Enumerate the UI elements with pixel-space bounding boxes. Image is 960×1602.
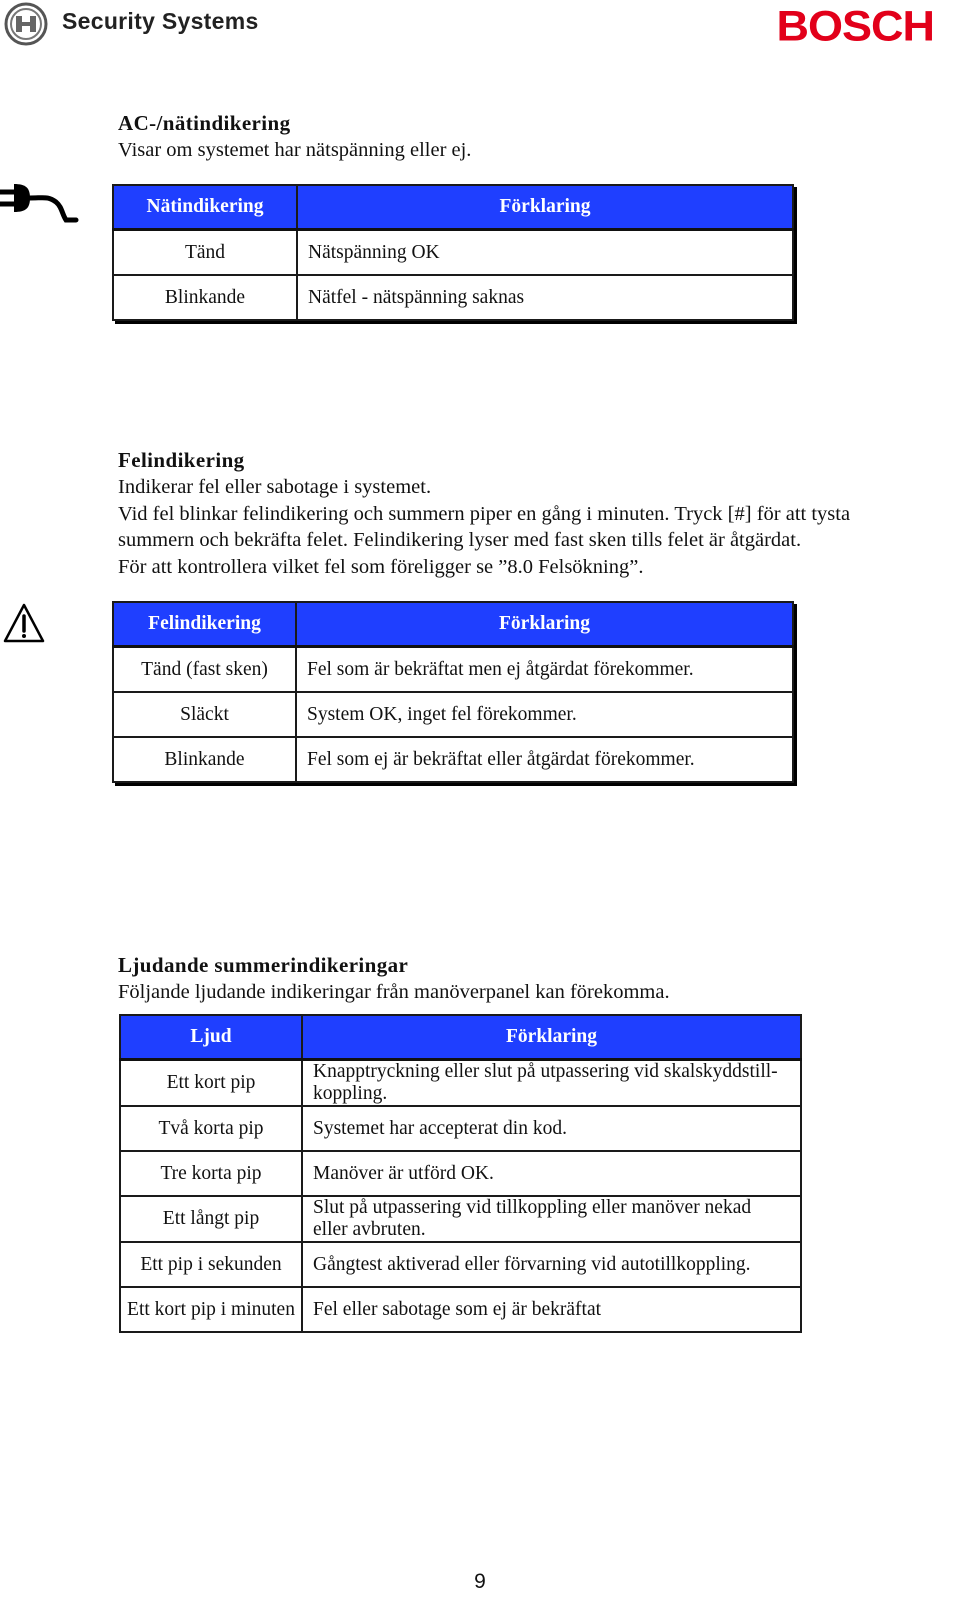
- column-header: Förklaring: [302, 1015, 801, 1060]
- table-row: [120, 1242, 801, 1287]
- table-row: [120, 1106, 801, 1151]
- ac-section-description: Visar om systemet har nätspänning eller ej.: [118, 139, 472, 161]
- table-row: [120, 1060, 801, 1107]
- table-row: [113, 737, 793, 782]
- ac-indication-table: [112, 184, 794, 321]
- table-cell: Ett kort pip i minuten: [120, 1287, 302, 1332]
- bosch-armature-logo-icon: [4, 2, 48, 46]
- header-title: Security Systems: [62, 8, 259, 34]
- table-header-row: [120, 1015, 801, 1060]
- sound-indication-table: [119, 1014, 802, 1333]
- table-cell: Tre korta pip: [120, 1151, 302, 1196]
- page-number: 9: [474, 1570, 486, 1593]
- table-cell: Blinkande: [113, 275, 297, 320]
- table-header-row: [113, 602, 793, 647]
- table-header-row: [113, 185, 793, 230]
- table-cell: Tänd: [113, 230, 297, 276]
- table-row: [113, 692, 793, 737]
- table-cell: Manöver är utförd OK.: [302, 1151, 801, 1196]
- table-cell: System OK, inget fel förekommer.: [296, 692, 793, 737]
- brand-logo-text: BOSCH: [776, 1, 934, 50]
- table-row: [120, 1196, 801, 1242]
- table-row: [113, 275, 793, 320]
- table-cell: Ett långt pip: [120, 1196, 302, 1242]
- column-header: Förklaring: [297, 185, 793, 230]
- column-header: Nätindikering: [113, 185, 297, 230]
- table-cell: Släckt: [113, 692, 296, 737]
- table-cell: Systemet har accepterat din kod.: [302, 1106, 801, 1151]
- sound-section-title: Ljudande summerindikeringar: [118, 953, 409, 977]
- table-cell: Tänd (fast sken): [113, 647, 296, 693]
- column-header: Felindikering: [113, 602, 296, 647]
- sound-section-description: Följande ljudande indikeringar från manöverpanel kan förekomma.: [118, 981, 670, 1003]
- warning-triangle-icon: [2, 602, 46, 644]
- column-header: Ljud: [120, 1015, 302, 1060]
- table-row: [113, 230, 793, 276]
- table-row: [113, 647, 793, 693]
- paragraph-line: summern och bekräfta felet. Felindikering lyser med fast sken tills felet är åtgärdat.: [118, 529, 802, 551]
- fault-indication-table: [112, 601, 794, 783]
- table-cell: Fel som är bekräftat men ej åtgärdat förekommer.: [296, 647, 793, 693]
- table-cell: Slut på utpassering vid tillkoppling eller manöver nekad eller avbruten.: [302, 1196, 801, 1242]
- table-cell: Knapptryckning eller slut på utpassering vid skalskyddstill-koppling.: [302, 1060, 801, 1107]
- table-cell: Nätfel - nätspänning saknas: [297, 275, 793, 320]
- table-cell: Två korta pip: [120, 1106, 302, 1151]
- table-cell: Fel eller sabotage som ej är bekräftat: [302, 1287, 801, 1332]
- table-cell: Gångtest aktiverad eller förvarning vid autotillkoppling.: [302, 1242, 801, 1287]
- fault-section-paragraph: [118, 474, 918, 580]
- table-cell: Blinkande: [113, 737, 296, 782]
- table-cell: Ett pip i sekunden: [120, 1242, 302, 1287]
- power-plug-icon: [0, 180, 80, 226]
- table-cell: Ett kort pip: [120, 1060, 302, 1107]
- ac-section-title: AC-/nätindikering: [118, 111, 291, 135]
- column-header: Förklaring: [296, 602, 793, 647]
- fault-section-title: Felindikering: [118, 448, 245, 472]
- table-row: [120, 1287, 801, 1332]
- table-cell: Fel som ej är bekräftat eller åtgärdat förekommer.: [296, 737, 793, 782]
- paragraph-line: Vid fel blinkar felindikering och summern piper en gång i minuten. Tryck [#] för att tysta: [118, 502, 851, 525]
- table-row: [120, 1151, 801, 1196]
- paragraph-line: Indikerar fel eller sabotage i systemet.: [118, 476, 432, 498]
- table-cell: Nätspänning OK: [297, 230, 793, 276]
- paragraph-line: För att kontrollera vilket fel som föreligger se ”8.0 Felsökning”.: [118, 555, 644, 578]
